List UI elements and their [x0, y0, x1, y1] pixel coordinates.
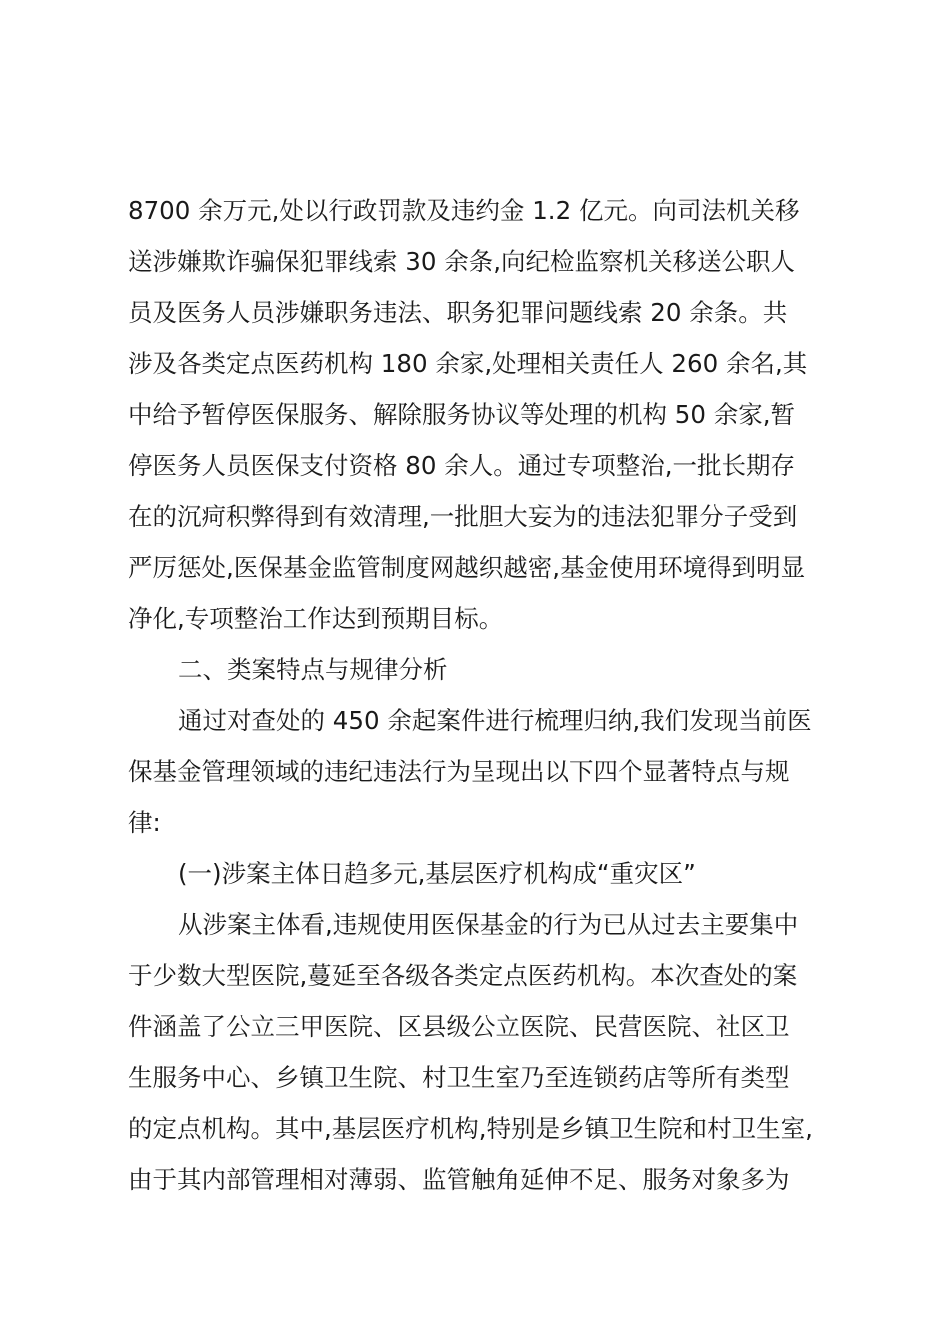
text-line: 员及医务人员涉嫌职务违法、职务犯罪问题线索 20 余条。共: [128, 298, 788, 327]
text-line: 严厉惩处,医保基金监管制度网越织越密,基金使用环境得到明显: [128, 553, 806, 582]
text-line: 净化,专项整治工作达到预期目标。: [128, 604, 504, 633]
text-line: 保基金管理领域的违纪违法行为呈现出以下四个显著特点与规: [128, 757, 790, 786]
document-body: [128, 185, 828, 1205]
subsection-heading: (一)涉案主体日趋多元,基层医疗机构成“重灾区”: [178, 859, 696, 888]
text-line: 的定点机构。其中,基层医疗机构,特别是乡镇卫生院和村卫生室,: [128, 1114, 813, 1143]
text-line: 件涵盖了公立三甲医院、区县级公立医院、民营医院、社区卫: [128, 1012, 790, 1041]
text-line: 生服务中心、乡镇卫生院、村卫生室乃至连锁药店等所有类型: [128, 1063, 790, 1092]
text-line: 送涉嫌欺诈骗保犯罪线索 30 余条,向纪检监察机关移送公职人: [128, 247, 796, 276]
text-line: 涉及各类定点医药机构 180 余家,处理相关责任人 260 余名,其: [128, 349, 808, 378]
text-line: 律:: [128, 808, 161, 837]
text-line: 于少数大型医院,蔓延至各级各类定点医药机构。本次查处的案: [128, 961, 798, 990]
text-line: 在的沉疴积弊得到有效清理,一批胆大妄为的违法犯罪分子受到: [128, 502, 798, 531]
paragraph-first-line: 从涉案主体看,违规使用医保基金的行为已从过去主要集中: [178, 910, 799, 939]
text-line: 8700 余万元,处以行政罚款及违约金 1.2 亿元。向司法机关移: [128, 196, 800, 225]
text-line: 由于其内部管理相对薄弱、监管触角延伸不足、服务对象多为: [128, 1165, 790, 1194]
paragraph-first-line: 通过对查处的 450 余起案件进行梳理归纳,我们发现当前医: [178, 706, 812, 735]
section-heading: 二、类案特点与规律分析: [178, 655, 448, 684]
text-line: 停医务人员医保支付资格 80 余人。通过专项整治,一批长期存: [128, 451, 796, 480]
text-line: 中给予暂停医保服务、解除服务协议等处理的机构 50 余家,暂: [128, 400, 796, 429]
